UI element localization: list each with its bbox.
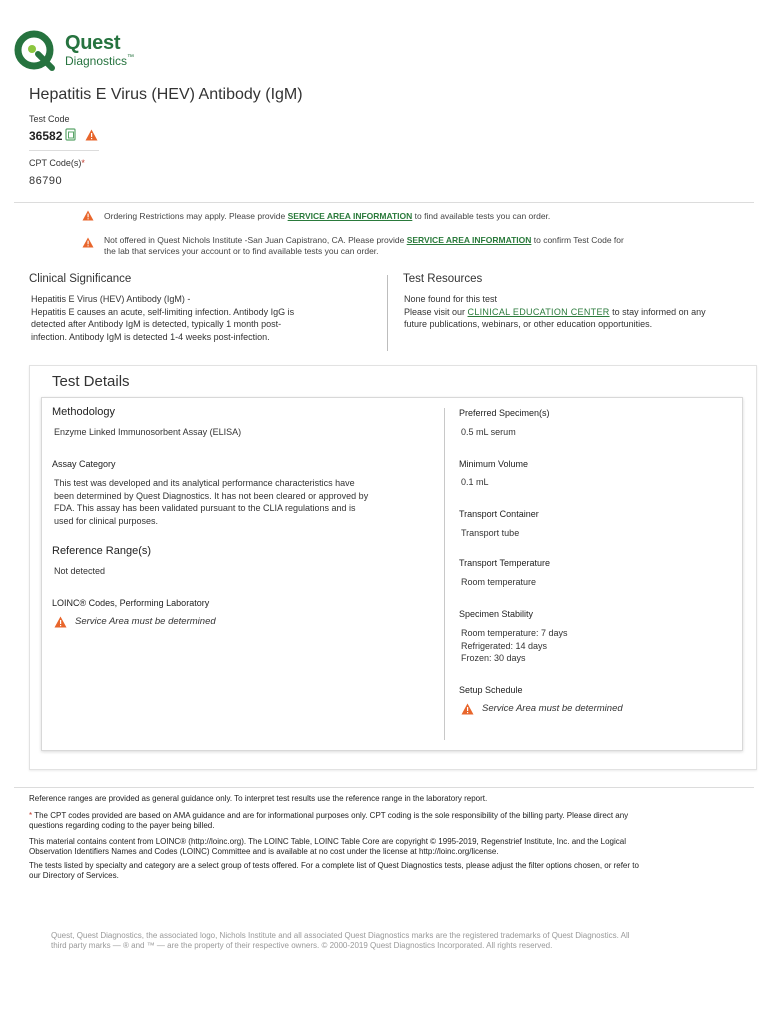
- service-area-link[interactable]: SERVICE AREA INFORMATION: [406, 235, 532, 245]
- not-offered-notice: Not offered in Quest Nichols Institute -San Juan Capistrano, CA. Please provide SERVICE AREA INFORMATION to confirm Test Code for the lab that services your account or to find available tests you can order.: [104, 235, 624, 256]
- footnote-test-list: The tests listed by specialty and category are a select group of tests offered. For a complete list of Quest Diagnostics tests, please adjust the filter options chosen, or refer to our Directory of Services.: [29, 861, 639, 880]
- reference-range-value: Not detected: [54, 566, 106, 576]
- cpt-code-label: CPT Code(s)*: [29, 158, 85, 168]
- cpt-code-value: 86790: [29, 175, 63, 187]
- clinical-significance-text: Hepatitis E Virus (HEV) Antibody (IgM) - Hepatitis E causes an acute, self-limiting infection. Antibody IgG is detected after Antibody IgM is detected, typically 1 month post- infection. Antibody IgM is detected 1-4 weeks post-infection.: [31, 294, 295, 342]
- methodology-heading: Methodology: [52, 406, 115, 418]
- transport-temperature-value: Room temperature: [461, 577, 537, 587]
- copy-icon[interactable]: [65, 128, 77, 142]
- test-details-panel: [41, 397, 743, 751]
- loinc-heading: LOINC® Codes, Performing Laboratory: [52, 598, 210, 608]
- page-title: Hepatitis E Virus (HEV) Antibody (IgM): [29, 86, 303, 103]
- footnote-reference-ranges: Reference ranges are provided as general guidance only. To interpret test results use the reference range in the laboratory report.: [29, 794, 488, 803]
- quest-logo-icon: [14, 30, 58, 72]
- warning-icon: [82, 210, 94, 221]
- clinical-education-center-link[interactable]: CLINICAL EDUCATION CENTER: [467, 306, 610, 317]
- warning-icon: [85, 129, 98, 141]
- preferred-specimen-value: 0.5 mL serum: [461, 427, 516, 437]
- transport-container-value: Transport tube: [461, 528, 520, 538]
- loinc-value: Service Area must be determined: [75, 616, 216, 627]
- test-code-value: 36582: [29, 129, 63, 143]
- transport-container-heading: Transport Container: [459, 509, 539, 519]
- specimen-stability-values: Room temperature: 7 days Refrigerated: 14 days Frozen: 30 days: [461, 628, 568, 663]
- test-resources-text: None found for this test Please visit our CLINICAL EDUCATION CENTER to stay informed on any future publications, webinars, or other education opportunities.: [404, 294, 706, 329]
- warning-icon: [82, 237, 94, 248]
- warning-icon: [54, 616, 67, 628]
- specimen-stability-heading: Specimen Stability: [459, 609, 534, 619]
- assay-category-text: This test was developed and its analytical performance characteristics have been determined by Quest Diagnostics. It has not been cleared or approved by FDA. This assay has been validated pursuant to the CLIA regulations and is used for clinical purposes.: [54, 478, 369, 526]
- reference-range-heading: Reference Range(s): [52, 545, 152, 557]
- column-divider: [387, 275, 388, 351]
- ordering-restrictions-notice: Ordering Restrictions may apply. Please provide SERVICE AREA INFORMATION to find available tests you can order.: [104, 211, 551, 221]
- legal-notice: Quest, Quest Diagnostics, the associated logo, Nichols Institute and all associated Quest Diagnostics marks are the registered trademarks of Quest Diagnostics. All third party marks — ® and ™ — are the property of their respective owners. © 2000-2019 Quest Diagnostics Incorporated. All rights reserved.: [51, 931, 630, 950]
- divider: [14, 202, 754, 203]
- setup-schedule-heading: Setup Schedule: [459, 685, 523, 695]
- divider: [29, 150, 99, 151]
- test-details-heading: Test Details: [52, 373, 130, 390]
- warning-icon: [461, 703, 474, 715]
- preferred-specimen-heading: Preferred Specimen(s): [459, 408, 550, 418]
- footnote-loinc: This material contains content from LOINC® (http://loinc.org). The LOINC Table, LOINC Table Core are copyright © 1995-2019, Regenstrief Institute, Inc. and the Logical Observation Identifiers Names and Codes (LOINC) Committee and is available at no cost under the license at http://loinc.org/license.: [29, 837, 626, 856]
- setup-schedule-value: Service Area must be determined: [482, 703, 623, 714]
- clinical-significance-heading: Clinical Significance: [29, 273, 132, 285]
- quest-logo[interactable]: [14, 30, 154, 74]
- methodology-value: Enzyme Linked Immunosorbent Assay (ELISA): [54, 427, 242, 437]
- minimum-volume-heading: Minimum Volume: [459, 459, 529, 469]
- footnote-cpt: * The CPT codes provided are based on AMA guidance and are for informational purposes only. CPT coding is the sole responsibility of the billing party. Please direct any questions regarding coding to the payer being billed.: [29, 811, 629, 830]
- divider: [14, 787, 754, 788]
- minimum-volume-value: 0.1 mL: [461, 477, 489, 487]
- service-area-link[interactable]: SERVICE AREA INFORMATION: [287, 211, 413, 221]
- details-column-divider: [444, 408, 445, 740]
- logo-word-quest: Quest: [65, 32, 121, 54]
- assay-category-heading: Assay Category: [52, 459, 116, 469]
- transport-temperature-heading: Transport Temperature: [459, 558, 551, 568]
- test-code-label: Test Code: [29, 114, 70, 124]
- test-resources-heading: Test Resources: [403, 273, 483, 285]
- logo-word-diagnostics: Diagnostics™: [65, 54, 135, 68]
